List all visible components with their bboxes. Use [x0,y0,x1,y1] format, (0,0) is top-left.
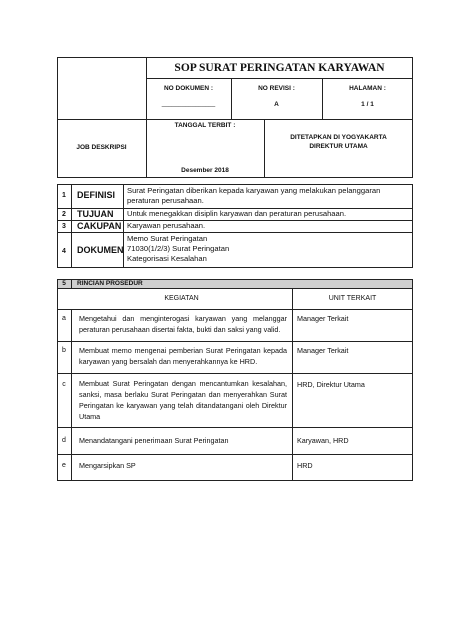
col-kegiatan: KEGIATAN [164,295,199,302]
info-no-2: 2 [62,211,66,218]
info-tujuan-line1: Untuk menegakkan disiplin karyawan dan peraturan perusahaan. [127,209,347,218]
row-d-line1: Menandatangani penerimaan Surat Peringatan [79,436,229,445]
row-e-unit: HRD [297,461,313,470]
tanggal-terbit-label: TANGGAL TERBIT : [174,122,236,129]
info-label-definisi: DEFINISI [77,190,116,200]
row-a-line2: peraturan perusahaan disertai fakta, bukti dan saksi yang valid. [79,325,281,334]
ditetapkan-line2: DIREKTUR UTAMA [309,143,368,150]
row-b-line1: Membuat memo mengenai pemberian Surat Peringatan kepada [79,346,287,355]
no-dokumen-label: NO DOKUMEN : [163,85,214,92]
row-c-unit: HRD, Direktur Utama [297,380,365,389]
row-b-unit: Manager Terkait [297,346,349,355]
row-letter-b: b [62,347,66,354]
row-d-unit: Karyawan, HRD [297,436,349,445]
row-a-line1: Mengetahui dan menginterogasi karyawan yang melanggar [79,314,287,323]
no-revisi-label: NO REVISI : [258,85,295,92]
row-b-line2: karyawan yang bersalah dan menyerahkannya ke HRD. [79,357,258,366]
halaman-label: HALAMAN : [349,85,386,92]
info-label-tujuan: TUJUAN [77,209,114,219]
no-dokumen-value: ________________ [161,101,216,107]
halaman-value: 1 / 1 [361,101,374,108]
row-c-line1: Membuat Surat Peringatan dengan mencantumkan kesalahan, [79,379,287,388]
info-cakupan-line1: Karyawan perusahaan. [127,221,206,230]
job-deskripsi-label: JOB DESKRIPSI [76,144,127,151]
info-label-cakupan: CAKUPAN [77,221,122,231]
info-dokumen-line1: Memo Surat Peringatan [127,234,208,243]
row-c-kegiatan [79,378,287,422]
info-dokumen-line3: Kategorisasi Kesalahan [127,254,207,263]
row-c-line2: sanksi, masa berlaku Surat Peringatan dan menyerahkan Surat [79,390,287,399]
col-unit-terkait: UNIT TERKAIT [328,295,377,302]
info-no-1: 1 [62,192,66,199]
row-letter-a: a [62,315,66,322]
info-dokumen-line2: 71030(1/2/3) Surat Peringatan [127,244,230,253]
info-no-4: 4 [62,248,66,255]
row-c-line4: Utama [79,412,101,421]
procedure-no: 5 [62,280,66,287]
info-definisi-line2: peraturan perusahaan. [127,196,204,205]
row-e-line1: Mengarsipkan SP [79,461,136,470]
document-title: SOP SURAT PERINGATAN KARYAWAN [174,62,385,74]
row-a-unit: Manager Terkait [297,314,349,323]
procedure-title: RINCIAN PROSEDUR [77,280,143,287]
info-definisi-line1: Surat Peringatan diberikan kepada karyawan yang melakukan pelanggaran [127,186,381,195]
row-letter-c: c [62,381,66,388]
row-letter-d: d [62,437,66,444]
no-revisi-value: A [274,101,279,108]
ditetapkan-line1: DITETAPKAN DI YOGYAKARTA [290,134,387,141]
info-label-dokumen: DOKUMEN [77,245,124,255]
row-b-kegiatan [79,345,287,367]
info-no-3: 3 [62,223,66,230]
row-letter-e: e [62,462,66,469]
row-a-kegiatan [79,313,287,335]
row-c-line3: Peringatan ke karyawan yang telah ditandatangani oleh Direktur [79,401,287,410]
tanggal-terbit-value: Desember 2018 [181,167,229,174]
header-border [57,57,413,178]
